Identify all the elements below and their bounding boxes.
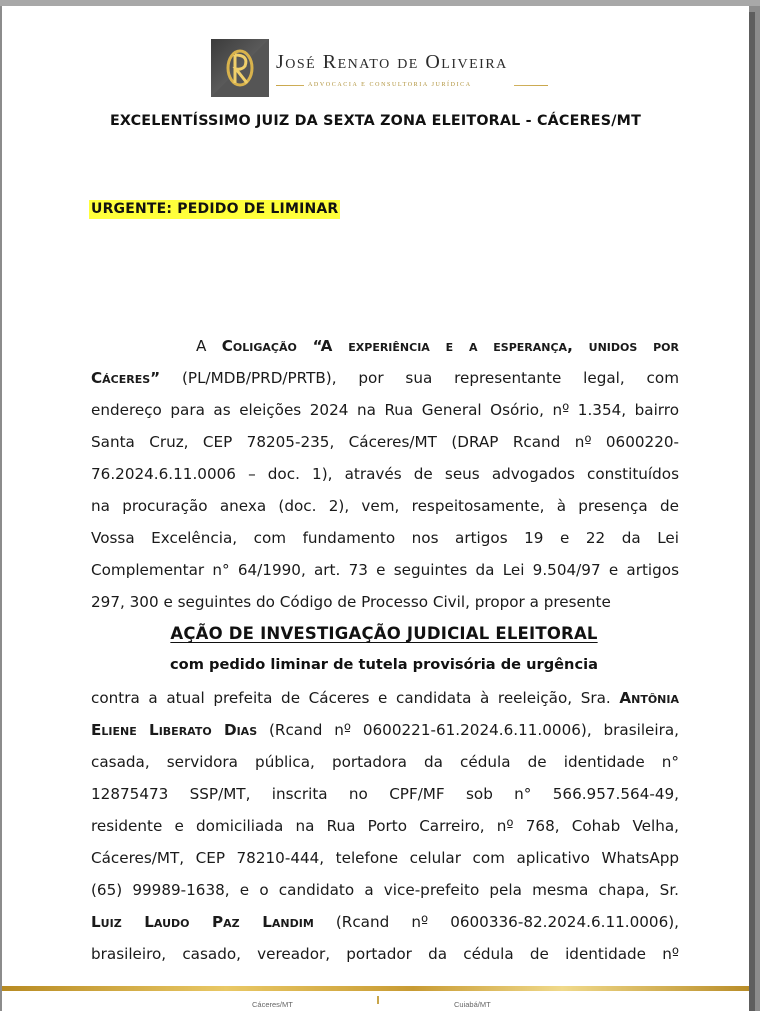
parties-line: brasileiro, casado, vereador, portador da cédula de identidade nº	[91, 945, 679, 963]
firm-logo	[211, 39, 269, 97]
footer-separator	[377, 996, 379, 1004]
firm-name: José Renato de Oliveira	[276, 51, 508, 73]
document-page	[2, 6, 749, 1011]
intro-line: Santa Cruz, CEP 78205-235, Cáceres/MT (DRAP Rcand nº 0600220-	[91, 433, 679, 451]
firm-subtitle: ADVOCACIA E CONSULTORIA JURÍDICA	[308, 82, 472, 88]
action-subtitle: com pedido liminar de tutela provisória de urgência	[170, 656, 598, 673]
intro-line: Complementar n° 64/1990, art. 73 e seguintes da Lei 9.504/97 e artigos	[91, 561, 679, 579]
parties-line: Eliene Liberato Dias (Rcand nº 0600221-61.2024.6.11.0006), brasileira,	[91, 721, 679, 739]
monogram-logo-icon	[211, 39, 269, 97]
footer-left-city: Cáceres/MT	[252, 1000, 293, 1009]
parties-line: residente e domiciliada na Rua Porto Carreiro, nº 768, Cohab Velha,	[91, 817, 679, 835]
addressee-heading: EXCELENTÍSSIMO JUIZ DA SEXTA ZONA ELEITORAL - CÁCERES/MT	[109, 113, 642, 129]
intro-line: 76.2024.6.11.0006 – doc. 1), através de seus advogados constituídos	[91, 465, 679, 483]
page-shadow	[749, 12, 755, 1011]
intro-line: Cáceres” (PL/MDB/PRD/PRTB), por sua representante legal, com	[91, 369, 679, 387]
footer-right-city: Cuiabá/MT	[454, 1000, 491, 1009]
parties-line: Luiz Laudo Paz Landim (Rcand nº 0600336-82.2024.6.11.0006),	[91, 913, 679, 931]
footer-gold-bar	[2, 986, 749, 991]
parties-line: 12875473 SSP/MT, inscrita no CPF/MF sob n° 566.957.564-49,	[91, 785, 679, 803]
intro-line: na procuração anexa (doc. 2), vem, respeitosamente, à presença de	[91, 497, 679, 515]
parties-line: casada, servidora pública, portadora da cédula de identidade n°	[91, 753, 679, 771]
parties-line: contra a atual prefeita de Cáceres e candidata à reeleição, Sra. Antônia	[91, 689, 679, 707]
action-title: AÇÃO DE INVESTIGAÇÃO JUDICIAL ELEITORAL	[170, 624, 598, 643]
intro-line: A Coligação “A experiência e a esperança, unidos por	[196, 337, 680, 355]
parties-line: Cáceres/MT, CEP 78210-444, telefone celular com aplicativo WhatsApp	[91, 849, 679, 867]
intro-line: endereço para as eleições 2024 na Rua General Osório, nº 1.354, bairro	[91, 401, 679, 419]
intro-line: Vossa Excelência, com fundamento nos artigos 19 e 22 da Lei	[91, 529, 679, 547]
intro-line: 297, 300 e seguintes do Código de Processo Civil, propor a presente	[91, 593, 611, 611]
urgent-highlight: URGENTE: PEDIDO DE LIMINAR	[91, 201, 339, 217]
parties-line: (65) 99989-1638, e o candidato a vice-prefeito pela mesma chapa, Sr.	[91, 881, 679, 899]
